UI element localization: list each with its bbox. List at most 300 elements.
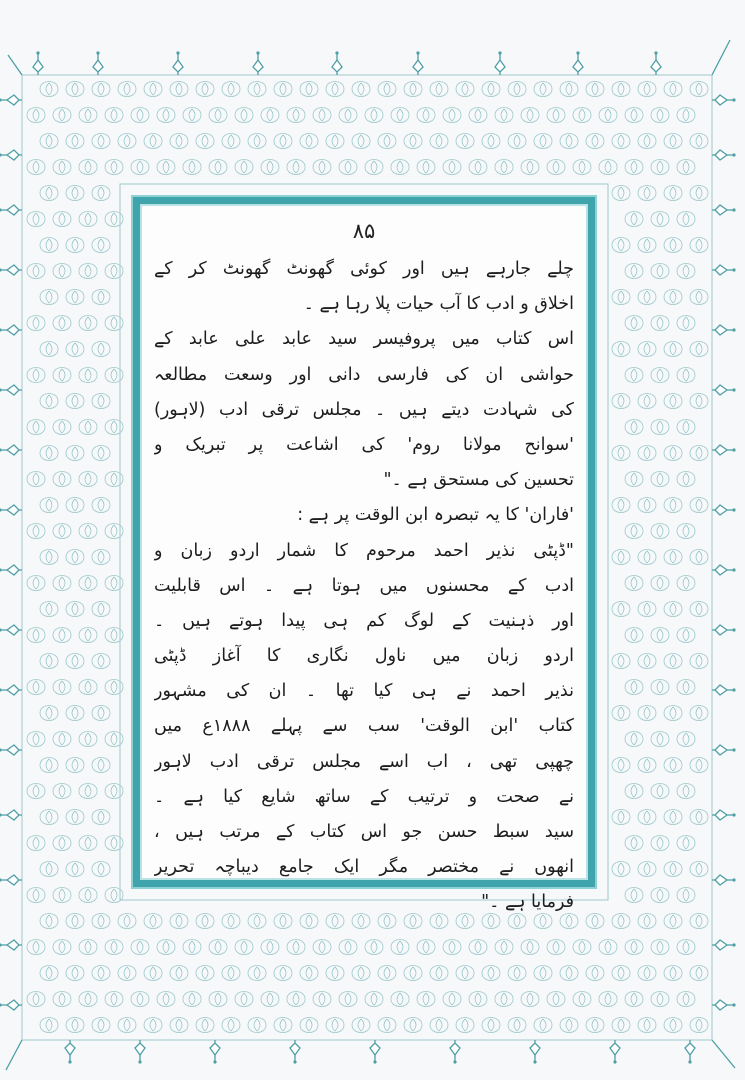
arabesque-loop — [417, 160, 435, 175]
arabesque-petal — [514, 135, 520, 147]
arabesque-loop — [417, 940, 435, 955]
arabesque-loop — [79, 992, 97, 1007]
arabesque-loop — [209, 940, 227, 955]
arabesque-petal — [163, 941, 169, 953]
arabesque-loop — [482, 82, 500, 97]
arabesque-petal — [592, 967, 598, 979]
arabesque-petal — [72, 915, 78, 927]
arabesque-loop — [651, 732, 669, 747]
arabesque-petal — [215, 161, 221, 173]
arabesque-loop — [209, 992, 227, 1007]
finial-diamond — [7, 445, 19, 455]
arabesque-petal — [280, 1019, 286, 1031]
arabesque-petal — [683, 837, 689, 849]
finial-tip — [0, 748, 2, 751]
arabesque-loop — [144, 1018, 162, 1033]
arabesque-loop — [612, 862, 630, 877]
finial-diamond — [715, 445, 727, 455]
arabesque-loop — [690, 290, 708, 305]
arabesque-loop — [92, 914, 110, 929]
finial-diamond — [7, 685, 19, 695]
arabesque-loop — [690, 914, 708, 929]
arabesque-petal — [228, 135, 234, 147]
arabesque-loop — [378, 1018, 396, 1033]
arabesque-loop — [638, 550, 656, 565]
arabesque-loop — [612, 342, 630, 357]
arabesque-loop — [482, 1018, 500, 1033]
arabesque-petal — [566, 1019, 572, 1031]
arabesque-loop — [612, 914, 630, 929]
finial-diamond — [7, 95, 19, 105]
arabesque-petal — [644, 83, 650, 95]
arabesque-petal — [683, 525, 689, 537]
finial-diamond — [715, 265, 727, 275]
arabesque-petal — [280, 83, 286, 95]
arabesque-petal — [33, 213, 39, 225]
arabesque-petal — [33, 265, 39, 277]
arabesque-petal — [644, 1019, 650, 1031]
arabesque-loop — [443, 108, 461, 123]
arabesque-petal — [371, 161, 377, 173]
arabesque-loop — [144, 966, 162, 981]
finial-diamond — [210, 1043, 220, 1055]
arabesque-loop — [664, 394, 682, 409]
arabesque-petal — [98, 967, 104, 979]
arabesque-petal — [618, 915, 624, 927]
finial-diamond — [450, 1043, 460, 1055]
arabesque-petal — [46, 1019, 52, 1031]
arabesque-loop — [183, 940, 201, 955]
arabesque-loop — [495, 108, 513, 123]
arabesque-loop — [66, 602, 84, 617]
arabesque-petal — [696, 135, 702, 147]
arabesque-petal — [657, 837, 663, 849]
arabesque-loop — [677, 472, 695, 487]
text-line: ادب کے محسنوں میں ہوتا ہے ۔ اس قابلیت — [154, 575, 574, 596]
arabesque-loop — [261, 940, 279, 955]
arabesque-loop — [326, 1018, 344, 1033]
arabesque-petal — [241, 993, 247, 1005]
arabesque-loop — [664, 758, 682, 773]
finial-tip — [0, 1003, 2, 1006]
arabesque-loop — [235, 108, 253, 123]
arabesque-petal — [670, 499, 676, 511]
arabesque-loop — [599, 992, 617, 1007]
arabesque-petal — [618, 291, 624, 303]
arabesque-loop — [495, 160, 513, 175]
arabesque-loop — [560, 82, 578, 97]
arabesque-petal — [488, 83, 494, 95]
text-panel — [133, 197, 595, 913]
arabesque-petal — [111, 473, 117, 485]
arabesque-petal — [605, 161, 611, 173]
arabesque-petal — [124, 967, 130, 979]
arabesque-loop — [638, 1018, 656, 1033]
arabesque-petal — [553, 993, 559, 1005]
arabesque-petal — [514, 83, 520, 95]
finial-diamond — [715, 505, 727, 515]
arabesque-loop — [40, 602, 58, 617]
arabesque-petal — [670, 707, 676, 719]
arabesque-petal — [696, 291, 702, 303]
arabesque-loop — [40, 186, 58, 201]
arabesque-petal — [410, 1019, 416, 1031]
arabesque-petal — [72, 551, 78, 563]
arabesque-petal — [618, 187, 624, 199]
arabesque-loop — [391, 160, 409, 175]
arabesque-petal — [33, 733, 39, 745]
text-line: فرمایا ہے ۔" — [481, 892, 574, 913]
finial-diamond — [610, 1043, 620, 1055]
arabesque-loop — [547, 940, 565, 955]
arabesque-petal — [670, 967, 676, 979]
arabesque-loop — [53, 524, 71, 539]
arabesque-loop — [651, 160, 669, 175]
arabesque-loop — [690, 446, 708, 461]
arabesque-loop — [430, 1018, 448, 1033]
arabesque-loop — [690, 498, 708, 513]
arabesque-loop — [677, 264, 695, 279]
arabesque-loop — [469, 940, 487, 955]
arabesque-petal — [631, 369, 637, 381]
arabesque-petal — [254, 967, 260, 979]
arabesque-petal — [605, 993, 611, 1005]
arabesque-petal — [85, 525, 91, 537]
arabesque-petal — [540, 83, 546, 95]
arabesque-loop — [300, 134, 318, 149]
finial-tip — [732, 628, 735, 631]
arabesque-petal — [488, 1019, 494, 1031]
arabesque-petal — [59, 317, 65, 329]
arabesque-loop — [625, 992, 643, 1007]
arabesque-petal — [683, 213, 689, 225]
arabesque-petal — [124, 135, 130, 147]
arabesque-loop — [443, 992, 461, 1007]
arabesque-petal — [176, 83, 182, 95]
arabesque-petal — [657, 473, 663, 485]
arabesque-petal — [293, 161, 299, 173]
finial-diamond — [715, 1000, 727, 1010]
arabesque-petal — [72, 811, 78, 823]
arabesque-loop — [547, 108, 565, 123]
arabesque-loop — [118, 966, 136, 981]
arabesque-petal — [85, 785, 91, 797]
arabesque-petal — [176, 967, 182, 979]
arabesque-loop — [66, 550, 84, 565]
arabesque-petal — [631, 785, 637, 797]
finial-tip — [613, 1060, 616, 1063]
finial-diamond — [290, 1043, 300, 1055]
arabesque-petal — [696, 655, 702, 667]
arabesque-petal — [137, 941, 143, 953]
arabesque-petal — [111, 785, 117, 797]
finial-tip — [138, 1060, 141, 1063]
finial-tip — [0, 813, 2, 816]
arabesque-loop — [586, 914, 604, 929]
arabesque-loop — [339, 160, 357, 175]
page-body — [154, 252, 574, 921]
arabesque-petal — [98, 915, 104, 927]
arabesque-loop — [261, 992, 279, 1007]
arabesque-petal — [72, 967, 78, 979]
arabesque-petal — [553, 109, 559, 121]
arabesque-petal — [267, 109, 273, 121]
arabesque-loop — [677, 368, 695, 383]
finial-tip — [732, 328, 735, 331]
arabesque-petal — [618, 239, 624, 251]
arabesque-petal — [410, 83, 416, 95]
arabesque-petal — [683, 317, 689, 329]
arabesque-loop — [638, 602, 656, 617]
arabesque-petal — [462, 135, 468, 147]
arabesque-petal — [85, 993, 91, 1005]
arabesque-petal — [371, 993, 377, 1005]
arabesque-loop — [677, 992, 695, 1007]
finial-diamond — [7, 385, 19, 395]
arabesque-petal — [462, 1019, 468, 1031]
arabesque-loop — [677, 784, 695, 799]
arabesque-petal — [501, 993, 507, 1005]
arabesque-loop — [40, 550, 58, 565]
arabesque-loop — [196, 1018, 214, 1033]
arabesque-loop — [690, 862, 708, 877]
arabesque-petal — [527, 941, 533, 953]
arabesque-petal — [683, 473, 689, 485]
arabesque-loop — [105, 992, 123, 1007]
arabesque-loop — [365, 992, 383, 1007]
arabesque-petal — [98, 707, 104, 719]
arabesque-petal — [644, 187, 650, 199]
arabesque-loop — [690, 394, 708, 409]
arabesque-loop — [677, 316, 695, 331]
finial-tip — [256, 51, 259, 54]
arabesque-loop — [27, 576, 45, 591]
arabesque-loop — [638, 966, 656, 981]
arabesque-loop — [690, 1018, 708, 1033]
arabesque-loop — [274, 82, 292, 97]
arabesque-loop — [664, 1018, 682, 1033]
arabesque-petal — [449, 993, 455, 1005]
arabesque-petal — [592, 135, 598, 147]
arabesque-petal — [683, 785, 689, 797]
arabesque-loop — [79, 368, 97, 383]
arabesque-petal — [59, 265, 65, 277]
arabesque-loop — [339, 992, 357, 1007]
finial-diamond — [715, 565, 727, 575]
arabesque-petal — [85, 889, 91, 901]
arabesque-loop — [339, 108, 357, 123]
arabesque-petal — [72, 655, 78, 667]
arabesque-loop — [287, 160, 305, 175]
arabesque-petal — [683, 993, 689, 1005]
arabesque-petal — [670, 1019, 676, 1031]
arabesque-petal — [46, 863, 52, 875]
finial-diamond — [573, 60, 583, 72]
finial-tip — [732, 153, 735, 156]
arabesque-petal — [618, 759, 624, 771]
arabesque-petal — [150, 83, 156, 95]
arabesque-petal — [111, 525, 117, 537]
arabesque-petal — [579, 941, 585, 953]
arabesque-petal — [46, 83, 52, 95]
arabesque-petal — [319, 993, 325, 1005]
finial-diamond — [135, 1043, 145, 1055]
arabesque-loop — [27, 940, 45, 955]
arabesque-loop — [222, 82, 240, 97]
arabesque-loop — [92, 186, 110, 201]
arabesque-loop — [53, 576, 71, 591]
arabesque-loop — [612, 602, 630, 617]
arabesque-loop — [495, 940, 513, 955]
arabesque-petal — [683, 733, 689, 745]
arabesque-petal — [111, 681, 117, 693]
arabesque-loop — [677, 628, 695, 643]
arabesque-loop — [664, 810, 682, 825]
arabesque-petal — [527, 109, 533, 121]
arabesque-loop — [66, 394, 84, 409]
arabesque-petal — [397, 161, 403, 173]
arabesque-petal — [644, 135, 650, 147]
arabesque-loop — [677, 836, 695, 851]
arabesque-loop — [638, 810, 656, 825]
arabesque-petal — [644, 447, 650, 459]
finial-diamond — [370, 1043, 380, 1055]
arabesque-petal — [59, 941, 65, 953]
arabesque-petal — [644, 811, 650, 823]
arabesque-petal — [670, 863, 676, 875]
arabesque-loop — [53, 628, 71, 643]
finial-tip — [0, 448, 2, 451]
arabesque-petal — [644, 863, 650, 875]
arabesque-loop — [92, 602, 110, 617]
arabesque-loop — [638, 238, 656, 253]
arabesque-loop — [248, 966, 266, 981]
arabesque-petal — [111, 941, 117, 953]
arabesque-loop — [53, 368, 71, 383]
arabesque-loop — [79, 628, 97, 643]
arabesque-loop — [157, 992, 175, 1007]
arabesque-petal — [85, 629, 91, 641]
arabesque-loop — [27, 888, 45, 903]
arabesque-loop — [560, 1018, 578, 1033]
arabesque-petal — [371, 109, 377, 121]
arabesque-petal — [657, 889, 663, 901]
arabesque-petal — [631, 265, 637, 277]
arabesque-loop — [664, 82, 682, 97]
arabesque-petal — [501, 109, 507, 121]
arabesque-petal — [618, 863, 624, 875]
arabesque-loop — [664, 706, 682, 721]
arabesque-loop — [612, 134, 630, 149]
arabesque-loop — [40, 810, 58, 825]
arabesque-petal — [670, 187, 676, 199]
arabesque-loop — [664, 238, 682, 253]
arabesque-petal — [683, 421, 689, 433]
finial-tip — [732, 1003, 735, 1006]
arabesque-loop — [664, 966, 682, 981]
arabesque-loop — [625, 576, 643, 591]
arabesque-petal — [592, 83, 598, 95]
arabesque-loop — [131, 992, 149, 1007]
arabesque-petal — [631, 993, 637, 1005]
finial-diamond — [7, 265, 19, 275]
arabesque-petal — [189, 109, 195, 121]
arabesque-petal — [306, 135, 312, 147]
arabesque-petal — [683, 889, 689, 901]
arabesque-loop — [79, 264, 97, 279]
arabesque-petal — [696, 239, 702, 251]
arabesque-petal — [358, 135, 364, 147]
finial-diamond — [651, 60, 661, 72]
arabesque-petal — [696, 551, 702, 563]
arabesque-petal — [618, 135, 624, 147]
arabesque-loop — [222, 134, 240, 149]
arabesque-petal — [59, 421, 65, 433]
arabesque-loop — [430, 966, 448, 981]
arabesque-loop — [235, 940, 253, 955]
arabesque-loop — [586, 966, 604, 981]
arabesque-loop — [40, 758, 58, 773]
arabesque-petal — [33, 421, 39, 433]
arabesque-loop — [313, 160, 331, 175]
arabesque-petal — [475, 161, 481, 173]
arabesque-loop — [534, 1018, 552, 1033]
arabesque-petal — [553, 161, 559, 173]
text-line: اردو زبان میں ناول نگاری کا آغاز ڈپٹی — [154, 646, 574, 667]
text-line: انھوں نے مختصر مگر ایک جامع دیباچہ تحریر — [154, 857, 574, 878]
arabesque-petal — [449, 941, 455, 953]
finial-diamond — [715, 940, 727, 950]
arabesque-loop — [378, 82, 396, 97]
arabesque-loop — [638, 134, 656, 149]
arabesque-petal — [696, 707, 702, 719]
arabesque-petal — [254, 135, 260, 147]
arabesque-loop — [352, 82, 370, 97]
arabesque-petal — [111, 629, 117, 641]
arabesque-petal — [332, 83, 338, 95]
arabesque-loop — [248, 134, 266, 149]
arabesque-petal — [98, 343, 104, 355]
arabesque-petal — [111, 369, 117, 381]
finial-diamond — [715, 745, 727, 755]
arabesque-petal — [618, 811, 624, 823]
finial-tip — [0, 688, 2, 691]
arabesque-loop — [40, 966, 58, 981]
arabesque-petal — [670, 551, 676, 563]
arabesque-petal — [592, 915, 598, 927]
arabesque-loop — [261, 108, 279, 123]
finial-tip — [0, 628, 2, 631]
arabesque-petal — [59, 109, 65, 121]
arabesque-petal — [72, 603, 78, 615]
arabesque-petal — [696, 187, 702, 199]
arabesque-loop — [196, 134, 214, 149]
finial-diamond — [7, 745, 19, 755]
arabesque-petal — [46, 343, 52, 355]
arabesque-petal — [98, 291, 104, 303]
arabesque-loop — [118, 1018, 136, 1033]
arabesque-petal — [46, 655, 52, 667]
arabesque-petal — [293, 941, 299, 953]
text-line: کتاب 'ابن الوقت' سب سے پہلے ۱۸۸۸ع میں — [154, 716, 574, 737]
arabesque-loop — [222, 966, 240, 981]
arabesque-loop — [456, 1018, 474, 1033]
arabesque-loop — [638, 914, 656, 929]
text-line: حواشی ان کی فارسی دانی اور وسعت مطالعہ — [154, 364, 574, 385]
finial-tip — [688, 1060, 691, 1063]
arabesque-loop — [92, 810, 110, 825]
arabesque-petal — [657, 993, 663, 1005]
